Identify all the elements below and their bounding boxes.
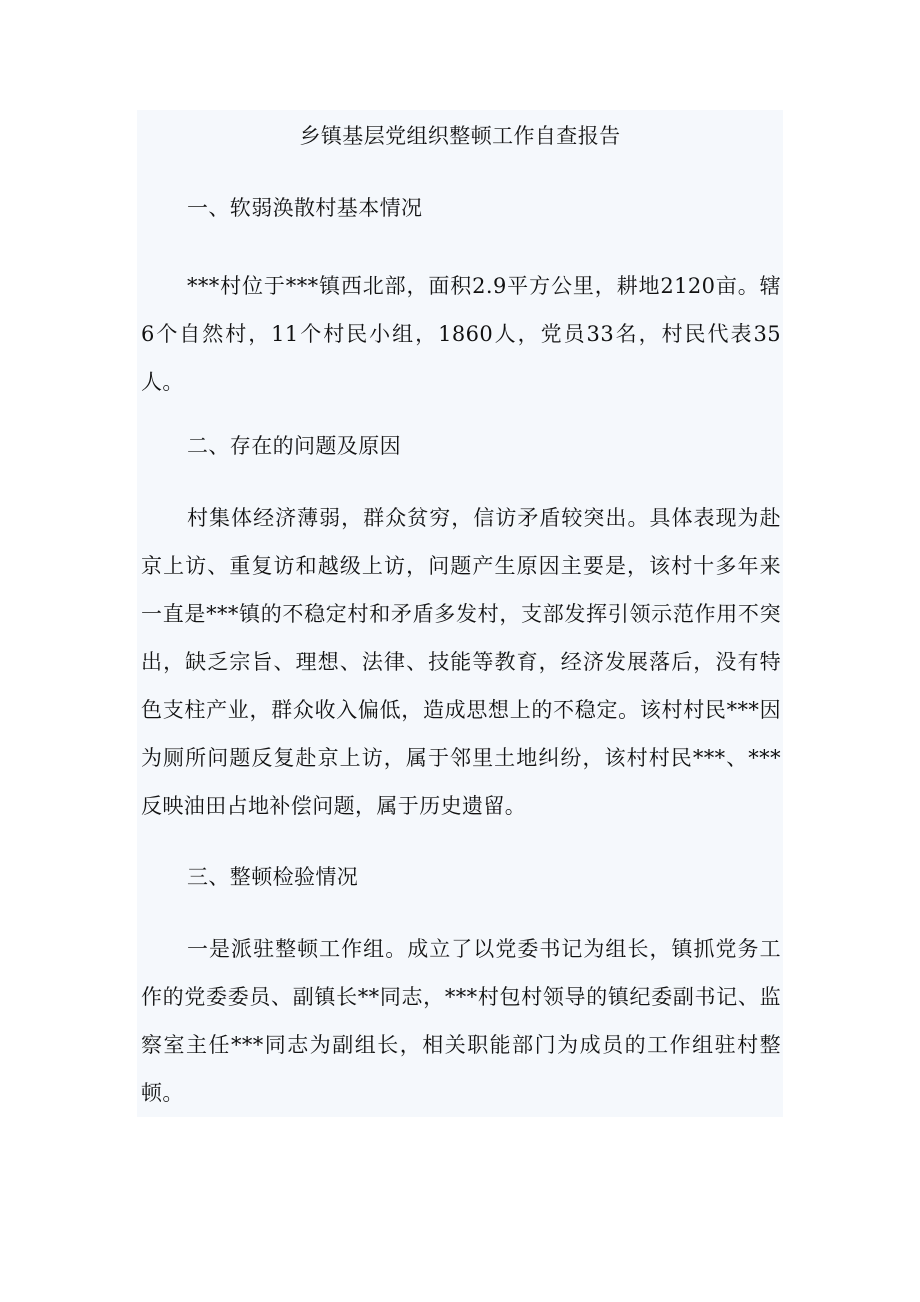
section-heading-basic-situation: 一、软弱涣散村基本情况 [187,196,423,220]
section-heading-problems: 二、存在的问题及原因 [187,434,401,458]
section-body-rectification: 一是派驻整顿工作组。成立了以党委书记为组长，镇抓党务工作的党委委员、副镇长**同志，***村包村领导的镇纪委副书记、监察室主任***同志为副组长，相关职能部门为成员的工作组驻村整顿。 [141,937,781,1105]
section-body-problems: 村集体经济薄弱，群众贫穷，信访矛盾较突出。具体表现为赴京上访、重复访和越级上访，问题产生原因主要是，该村十多年来一直是***镇的不稳定村和矛盾多发村，支部发挥引领示范作用不突出，缺乏宗旨、理想、法律、技能等教育，经济发展落后，没有特色支柱产业，群众收入偏低，造成思想上的不稳定。该村村民***因为厕所问题反复赴京上访，属于邻里土地纠纷，该村村民***、***反映油田占地补偿问题，属于历史遗留。 [141,506,781,818]
document-title: 乡镇基层党组织整顿工作自查报告 [299,124,621,148]
document-body [137,110,783,1117]
section-heading-rectification: 三、整顿检验情况 [187,865,359,889]
section-body-basic-situation: ***村位于***镇西北部，面积2.9平方公里，耕地2120亩。辖6个自然村，11个村民小组，1860人，党员33名，村民代表35人。 [141,274,781,394]
